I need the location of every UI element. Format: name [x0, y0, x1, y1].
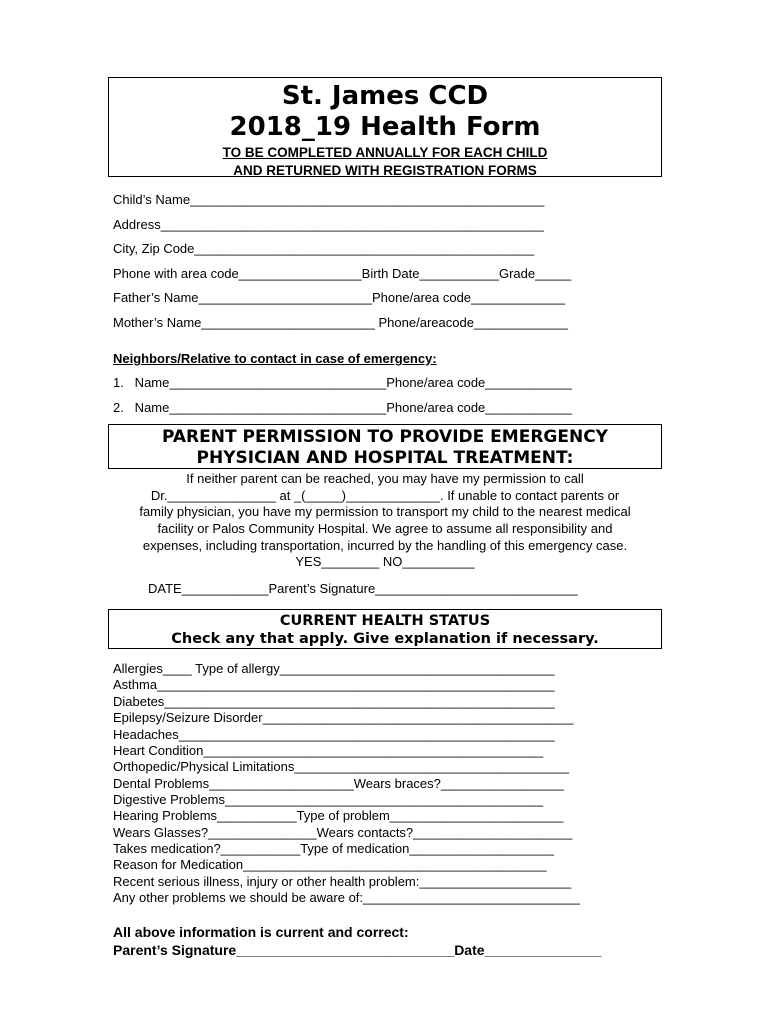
- yes-no-field[interactable]: YES________ NO__________: [295, 554, 475, 569]
- recent-illness-field[interactable]: Recent serious illness, injury or other health problem:_____________________: [113, 874, 572, 889]
- neighbors-heading: Neighbors/Relative to contact in case of emergency:: [113, 351, 437, 366]
- diabetes-field[interactable]: Diabetes______________________________________________________: [113, 694, 555, 709]
- asthma-field[interactable]: Asthma_______________________________________________________: [113, 677, 555, 692]
- address-field[interactable]: Address_____________________________________________________: [113, 217, 544, 232]
- father-name-phone-field[interactable]: Father’s Name________________________Phone/area code_____________: [113, 290, 566, 305]
- childs-name-field[interactable]: Child’s Name_________________________________________________: [113, 192, 545, 207]
- glasses-contacts-field[interactable]: Wears Glasses?_______________Wears contacts?______________________: [113, 825, 573, 840]
- certification-statement: All above information is current and correct:: [113, 924, 409, 940]
- health-status-title: CURRENT HEALTH STATUS: [279, 613, 491, 629]
- dental-braces-field[interactable]: Dental Problems____________________Wears braces?_________________: [113, 776, 564, 791]
- phone-birthdate-grade-field[interactable]: Phone with area code_________________Birth Date___________Grade_____: [113, 266, 572, 281]
- permission-text-1: If neither parent can be reached, you may have my permission to call: [186, 471, 584, 486]
- form-title-line1: St. James CCD: [281, 81, 489, 111]
- headaches-field[interactable]: Headaches____________________________________________________: [113, 727, 555, 742]
- date-signature-field[interactable]: DATE____________Parent’s Signature____________________________: [148, 581, 578, 596]
- permission-text-3: family physician, you have my permission to transport my child to the nearest medical: [139, 504, 631, 519]
- orthopedic-field[interactable]: Orthopedic/Physical Limitations______________________________________: [113, 759, 570, 774]
- neighbor-row-2[interactable]: 2. Name______________________________Phone/area code____________: [113, 400, 573, 415]
- epilepsy-field[interactable]: Epilepsy/Seizure Disorder___________________________________________: [113, 710, 574, 725]
- permission-text-2[interactable]: Dr._______________ at _(_____)_____________. If unable to contact parents or: [150, 488, 620, 503]
- parent-signature-date-field[interactable]: Parent’s Signature____________________________Date_______________: [113, 942, 602, 958]
- health-status-header-box: [108, 609, 662, 649]
- medication-field[interactable]: Takes medication?___________Type of medication____________________: [113, 841, 554, 856]
- permission-title-line1: PARENT PERMISSION TO PROVIDE EMERGENCY: [161, 427, 608, 447]
- medication-reason-field[interactable]: Reason for Medication__________________________________________: [113, 857, 547, 872]
- form-header-box: [108, 77, 662, 177]
- hearing-field[interactable]: Hearing Problems___________Type of problem________________________: [113, 808, 564, 823]
- form-title-line2: 2018_19 Health Form: [229, 112, 541, 142]
- city-zip-field[interactable]: City, Zip Code_______________________________________________: [113, 241, 535, 256]
- permission-header-box: [108, 424, 662, 469]
- permission-title-line2: PHYSICIAN AND HOSPITAL TREATMENT:: [196, 448, 574, 468]
- other-problems-field[interactable]: Any other problems we should be aware of:______________________________: [113, 890, 580, 905]
- health-status-instructions: Check any that apply. Give explanation if necessary.: [171, 631, 599, 647]
- allergies-field[interactable]: Allergies____ Type of allergy______________________________________: [113, 661, 555, 676]
- mother-name-phone-field[interactable]: Mother’s Name________________________ Phone/areacode_____________: [113, 315, 568, 330]
- digestive-field[interactable]: Digestive Problems____________________________________________: [113, 792, 544, 807]
- permission-text-5: expenses, including transportation, incurred by the handling of this emergency case.: [142, 538, 628, 553]
- form-subtitle-line1: TO BE COMPLETED ANNUALLY FOR EACH CHILD: [222, 145, 548, 160]
- neighbor-row-1[interactable]: 1. Name______________________________Phone/area code____________: [113, 375, 573, 390]
- heart-condition-field[interactable]: Heart Condition_______________________________________________: [113, 743, 544, 758]
- permission-text-4: facility or Palos Community Hospital. We agree to assume all responsibility and: [157, 521, 613, 536]
- form-subtitle-line2: AND RETURNED WITH REGISTRATION FORMS: [233, 163, 537, 178]
